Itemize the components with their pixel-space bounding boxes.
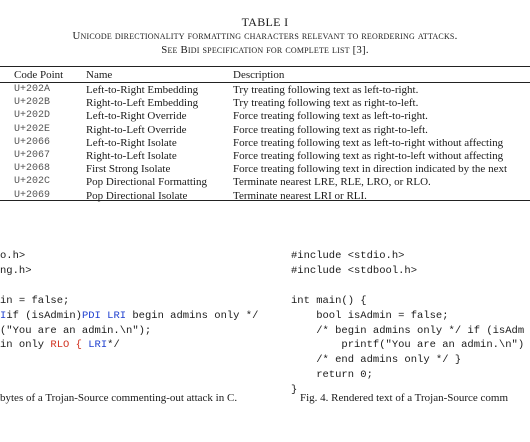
table-header-rule <box>0 82 530 83</box>
description-cell: Force treating following text as left-to-right. <box>233 110 428 123</box>
code-line <box>0 310 258 322</box>
table-title: TABLE I <box>241 15 289 29</box>
table-row <box>0 110 530 121</box>
name-cell: Left-to-Right Isolate <box>86 136 177 149</box>
code-line: int main() { <box>291 294 367 307</box>
code-point-cell: U+2066 <box>14 136 51 148</box>
description-cell: Terminate nearest LRE, RLE, LRO, or RLO. <box>233 176 431 189</box>
code-point-cell: U+202A <box>14 84 51 95</box>
figure-caption-left: bytes of a Trojan-Source commenting-out attack in C. <box>0 392 238 404</box>
table-row <box>0 97 530 108</box>
code-line: /* end admins only */ } <box>291 354 462 367</box>
table-caption-line2: See Bidi specification for complete list [3]. <box>161 44 369 56</box>
code-line: ("You are an admin.\n"); <box>0 324 152 337</box>
table-header-name: Name <box>86 69 113 81</box>
code-line: return 0; <box>291 369 373 382</box>
code-line: /* begin admins only */ if (isAdm <box>291 324 525 337</box>
code-point-cell: U+202C <box>14 176 51 188</box>
code-line: bool isAdmin = false; <box>291 309 449 322</box>
name-cell: Pop Directional Formatting <box>86 176 207 189</box>
table-header-code-point: Code Point <box>14 69 64 81</box>
description-cell: Force treating following text in direction indicated by the next <box>233 163 508 176</box>
table-row <box>0 176 530 187</box>
name-cell: Right-to-Left Embedding <box>86 97 199 110</box>
name-cell: First Strong Isolate <box>86 163 171 176</box>
name-cell: Right-to-Left Isolate <box>86 150 177 162</box>
code-line: #include <stdio.h> <box>291 250 405 262</box>
table-top-rule <box>0 66 530 67</box>
table-row <box>0 137 530 148</box>
table-header-description: Description <box>233 69 285 81</box>
description-cell: Force treating following text as left-to-right without affecting <box>233 136 504 149</box>
code-fragment: */ <box>107 339 120 352</box>
code-line: o.h> <box>0 250 26 262</box>
name-cell: Pop Directional Isolate <box>86 189 188 202</box>
table-bottom-rule <box>0 200 530 201</box>
code-fragment: in only <box>0 339 51 352</box>
table-row <box>0 190 530 201</box>
code-point-cell: U+2068 <box>14 163 51 175</box>
code-point-cell: U+2069 <box>14 189 51 201</box>
description-cell: Try treating following text as left-to-right. <box>233 84 419 96</box>
description-cell: Force treating following text as right-to-left without affecting <box>233 150 504 162</box>
name-cell: Left-to-Right Embedding <box>86 84 199 96</box>
code-line: printf("You are an admin.\n") <box>291 339 525 352</box>
bidi-marker-rlo: RLO <box>50 339 70 352</box>
code-line: in = false; <box>0 294 70 307</box>
code-fragment: if (isAdmin) <box>6 309 82 322</box>
code-line: #include <stdbool.h> <box>291 264 418 277</box>
table-caption-line1: Unicode directionality formatting characters relevant to reordering attacks. <box>72 30 458 42</box>
right-code-listing <box>291 249 524 398</box>
bidi-marker-lri: LRI <box>88 339 108 352</box>
code-line: } <box>291 384 298 397</box>
left-code-listing <box>0 249 258 353</box>
code-point-cell: U+202D <box>14 110 51 122</box>
table-row <box>0 84 530 95</box>
code-fragment: { <box>69 339 89 352</box>
code-line <box>0 339 120 351</box>
description-cell: Terminate nearest LRI or RLI. <box>233 189 367 202</box>
table-row <box>0 163 530 174</box>
name-cell: Left-to-Right Override <box>86 110 187 123</box>
bidi-marker-fragment: I <box>0 309 7 322</box>
table-row <box>0 150 530 161</box>
figure-caption-right: Fig. 4. Rendered text of a Trojan-Source comm <box>300 392 509 404</box>
description-cell: Force treating following text as right-to-left. <box>233 123 428 136</box>
bidi-marker-lri: LRI <box>107 309 127 322</box>
description-cell: Try treating following text as right-to-left. <box>233 97 419 110</box>
code-fragment: begin admins only */ <box>126 309 259 322</box>
code-point-cell: U+2067 <box>14 150 51 161</box>
name-cell: Right-to-Left Override <box>86 123 187 136</box>
code-line: ng.h> <box>0 264 32 277</box>
code-point-cell: U+202E <box>14 123 51 135</box>
table-row <box>0 124 530 135</box>
bidi-marker-pdi: PDI <box>81 309 101 322</box>
code-point-cell: U+202B <box>14 97 51 109</box>
